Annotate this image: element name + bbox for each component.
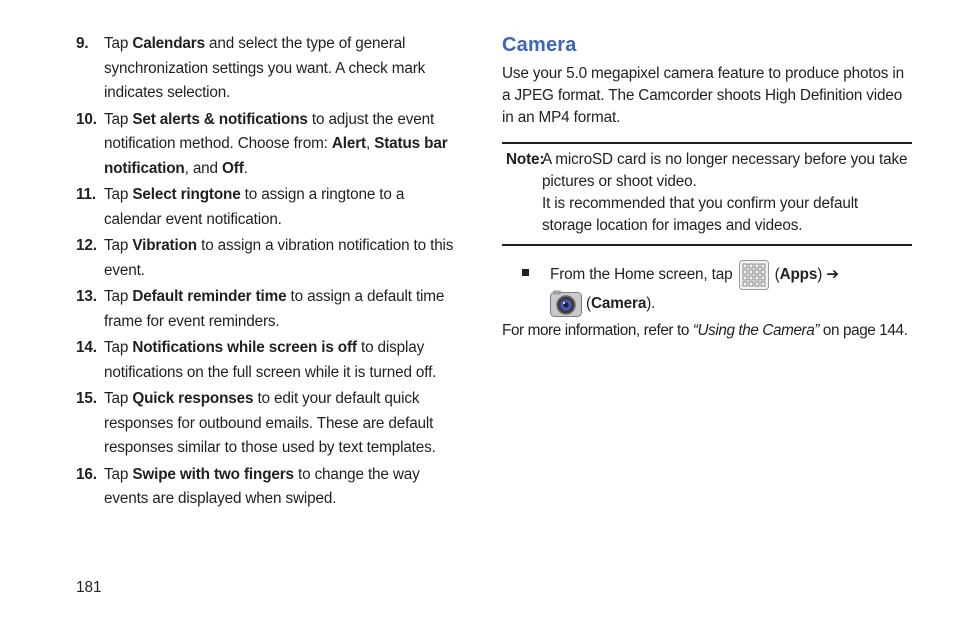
- step-11: 11. Tap Select ringtone to assign a ringtone to a calendar event notification.: [76, 183, 456, 232]
- apps-label: Apps: [779, 266, 818, 284]
- section-heading: Camera: [502, 34, 577, 56]
- step-number: 9.: [76, 35, 89, 52]
- step-number: 11.: [76, 186, 96, 203]
- apps-grid-icon: [739, 260, 769, 290]
- step-number: 15.: [76, 390, 97, 407]
- option-name: Select ringtone: [132, 186, 241, 203]
- more-info: For more information, refer to “Using the Camera” on page 144.: [502, 322, 908, 339]
- option-name: Vibration: [132, 237, 197, 254]
- step-13: 13. Tap Default reminder time to assign a default time frame for event reminders.: [76, 285, 456, 334]
- step-10: 10. Tap Set alerts & notifications to adjust the event notification method. Choose from: Alert, Status bar notification, and Off.: [76, 108, 456, 182]
- note-line: A microSD card is no longer necessary before you take pictures or shoot video.: [542, 151, 908, 190]
- step-12: 12. Tap Vibration to assign a vibration notification to this event.: [76, 234, 456, 283]
- option-name: Swipe with two fingers: [132, 465, 294, 483]
- intro-paragraph: Use your 5.0 megapixel camera feature to produce photos in a JPEG format. The Camcorder shoots High Definition video in an MP4 format.: [502, 65, 905, 126]
- step-number: 13.: [76, 288, 97, 305]
- option-name: Calendars: [132, 35, 205, 52]
- page-number: 181: [76, 579, 102, 596]
- step-number: 10.: [76, 110, 97, 128]
- step-16: 16. Tap Swipe with two fingers to change the way events are displayed when swiped.: [76, 463, 456, 512]
- bullet-square: [522, 269, 529, 276]
- right-column: [502, 32, 912, 342]
- note-line: It is recommended that you confirm your default storage location for images and videos.: [542, 195, 859, 234]
- option-name: Set alerts & notifications: [132, 110, 308, 128]
- step-number: 16.: [76, 465, 97, 483]
- option-name: Quick responses: [132, 390, 254, 407]
- bullet-item: From the Home screen, tap (Apps) ➔ (Camera).: [502, 260, 912, 318]
- camera-app-icon: [550, 290, 582, 318]
- cross-reference-link[interactable]: “Using the Camera”: [692, 322, 820, 339]
- camera-label: Camera: [590, 295, 647, 313]
- step-9: 9. Tap Calendars and select the type of general synchronization settings you want. A check mark indicates selection.: [76, 32, 456, 106]
- step-number: 14.: [76, 339, 97, 356]
- step-number: 12.: [76, 237, 97, 254]
- step-15: 15. Tap Quick responses to edit your default quick responses for outbound emails. These are default responses similar to those used by text templates.: [76, 387, 456, 461]
- note-label: Note:: [506, 151, 545, 168]
- option-name: Notifications while screen is off: [132, 339, 357, 356]
- step-14: 14. Tap Notifications while screen is off to display notifications on the full screen while it is turned off.: [76, 336, 456, 385]
- left-column: [76, 32, 456, 514]
- option-name: Default reminder time: [132, 288, 287, 305]
- note-box: [502, 142, 912, 246]
